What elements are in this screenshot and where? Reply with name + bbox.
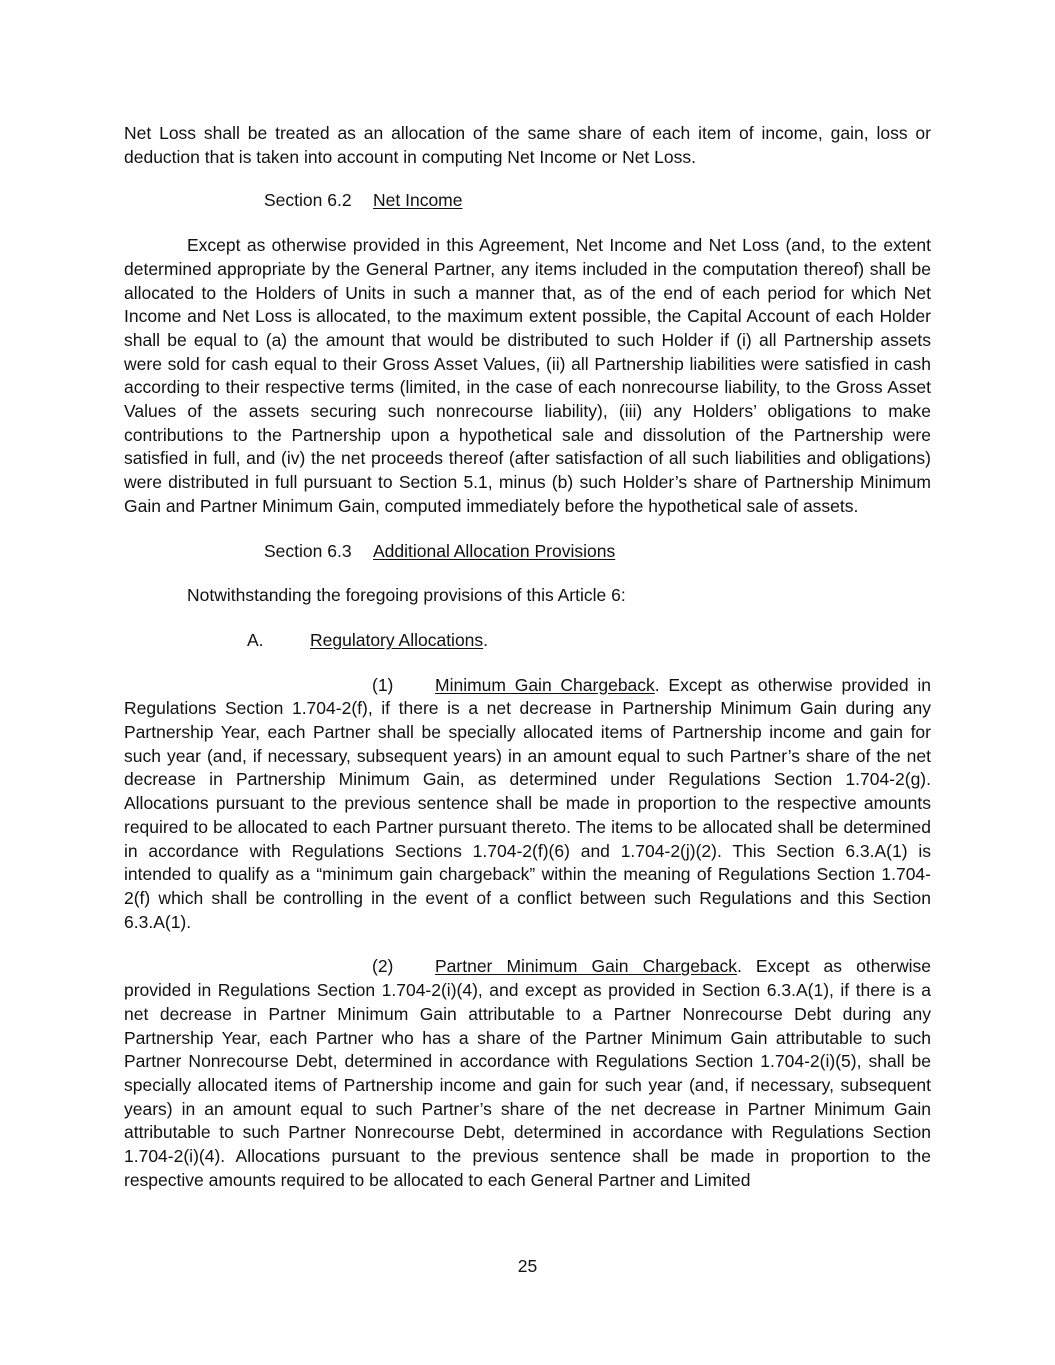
document-page (124, 122, 931, 1192)
subsection-a-letter: A. (247, 629, 264, 650)
section-6-3-lead: Notwithstanding the foregoing provisions of this Article 6: (187, 585, 626, 606)
item-2-body: Except as otherwise provided in Regulations Section 1.704-2(i)(4), and except as provided in Section 6.3.A(1), if there is a net decrease in Partner Minimum Gain attributable to a Partner Nonrecourse Debt during any Partnership Year, each Partner who has a share of the Partner Minimum Gain attributable to such Partner Nonrecourse Debt, determined in accordance with Regulations Section 1.704-2(i)(5), shall be specially allocated items of Partnership income and gain for such year (and, if necessary, subsequent years) in an amount equal to such Partner’s share of the net decrease in Partner Minimum Gain attributable to such Partner Nonrecourse Debt, determined in accordance with Regulations Section 1.704-2(i)(4). Allocations pursuant to the previous sentence shall be made in proportion to the respective amounts required to be allocated to each General Partner and Limited (124, 956, 931, 1190)
item-1-paragraph (124, 674, 931, 935)
item-2-paragraph (124, 955, 931, 1192)
page-number: 25 (517, 1256, 538, 1276)
subsection-a-title: Regulatory Allocations (310, 629, 484, 650)
item-2-title-punct: . (736, 956, 742, 977)
section-6-2-number: Section 6.2 (264, 190, 352, 211)
section-6-2-heading (124, 189, 931, 213)
item-1-title-punct: . (654, 674, 660, 695)
subsection-a-title-punct: . (483, 629, 489, 650)
item-2-number: (2) (372, 956, 394, 977)
section-6-3-heading (124, 540, 931, 564)
item-2-title: Partner Minimum Gain Chargeback (435, 956, 737, 977)
item-1-body: Except as otherwise provided in Regulations Section 1.704-2(f), if there is a net decrease in Partnership Minimum Gain during any Partnership Year, each Partner shall be specially allocated items of Partnership income and gain for such year (and, if necessary, subsequent years) in an amount equal to such Partner’s share of the net decrease in Partnership Minimum Gain, as determined under Regulations Section 1.704-2(g). Allocations pursuant to the previous sentence shall be made in proportion to the respective amounts required to be allocated to each Partner pursuant thereto. The items to be allocated shall be determined in accordance with Regulations Sections 1.704-2(f)(6) and 1.704-2(j)(2). This Section 6.3.A(1) is intended to qualify as a “minimum gain chargeback” within the meaning of Regulations Section 1.704-2(f) which shall be controlling in the event of a conflict between such Regulations and this Section 6.3.A(1). (124, 674, 931, 932)
item-1-number: (1) (372, 674, 394, 695)
section-6-3-title: Additional Allocation Provisions (373, 540, 616, 561)
subsection-a-heading (124, 629, 931, 653)
section-6-2-title: Net Income (373, 190, 463, 211)
item-1-title: Minimum Gain Chargeback (435, 674, 655, 695)
section-6-3-number: Section 6.3 (264, 540, 352, 561)
intro-paragraph: Net Loss shall be treated as an allocation of the same share of each item of income, gain, loss or deduction that is taken into account in computing Net Income or Net Loss. (124, 123, 931, 167)
section-6-2-body: Except as otherwise provided in this Agreement, Net Income and Net Loss (and, to the extent determined appropriate by the General Partner, any items included in the computation thereof) shall be allocated to the Holders of Units in such a manner that, as of the end of each period for which Net Income and Net Loss is allocated, to the maximum extent possible, the Capital Account of each Holder shall be equal to (a) the amount that would be distributed to such Holder if (i) all Partnership assets were sold for cash equal to their Gross Asset Values, (ii) all Partnership liabilities were satisfied in cash according to their respective terms (limited, in the case of each nonrecourse liability, to the Gross Asset Values of the assets securing such nonrecourse liability), (iii) any Holders’ obligations to make contributions to the Partnership upon a hypothetical sale and dissolution of the Partnership were satisfied in full, and (iv) the net proceeds thereof (after satisfaction of all such liabilities and obligations) were distributed in full pursuant to Section 5.1, minus (b) such Holder’s share of Partnership Minimum Gain and Partner Minimum Gain, computed immediately before the hypothetical sale of assets. (124, 235, 931, 516)
